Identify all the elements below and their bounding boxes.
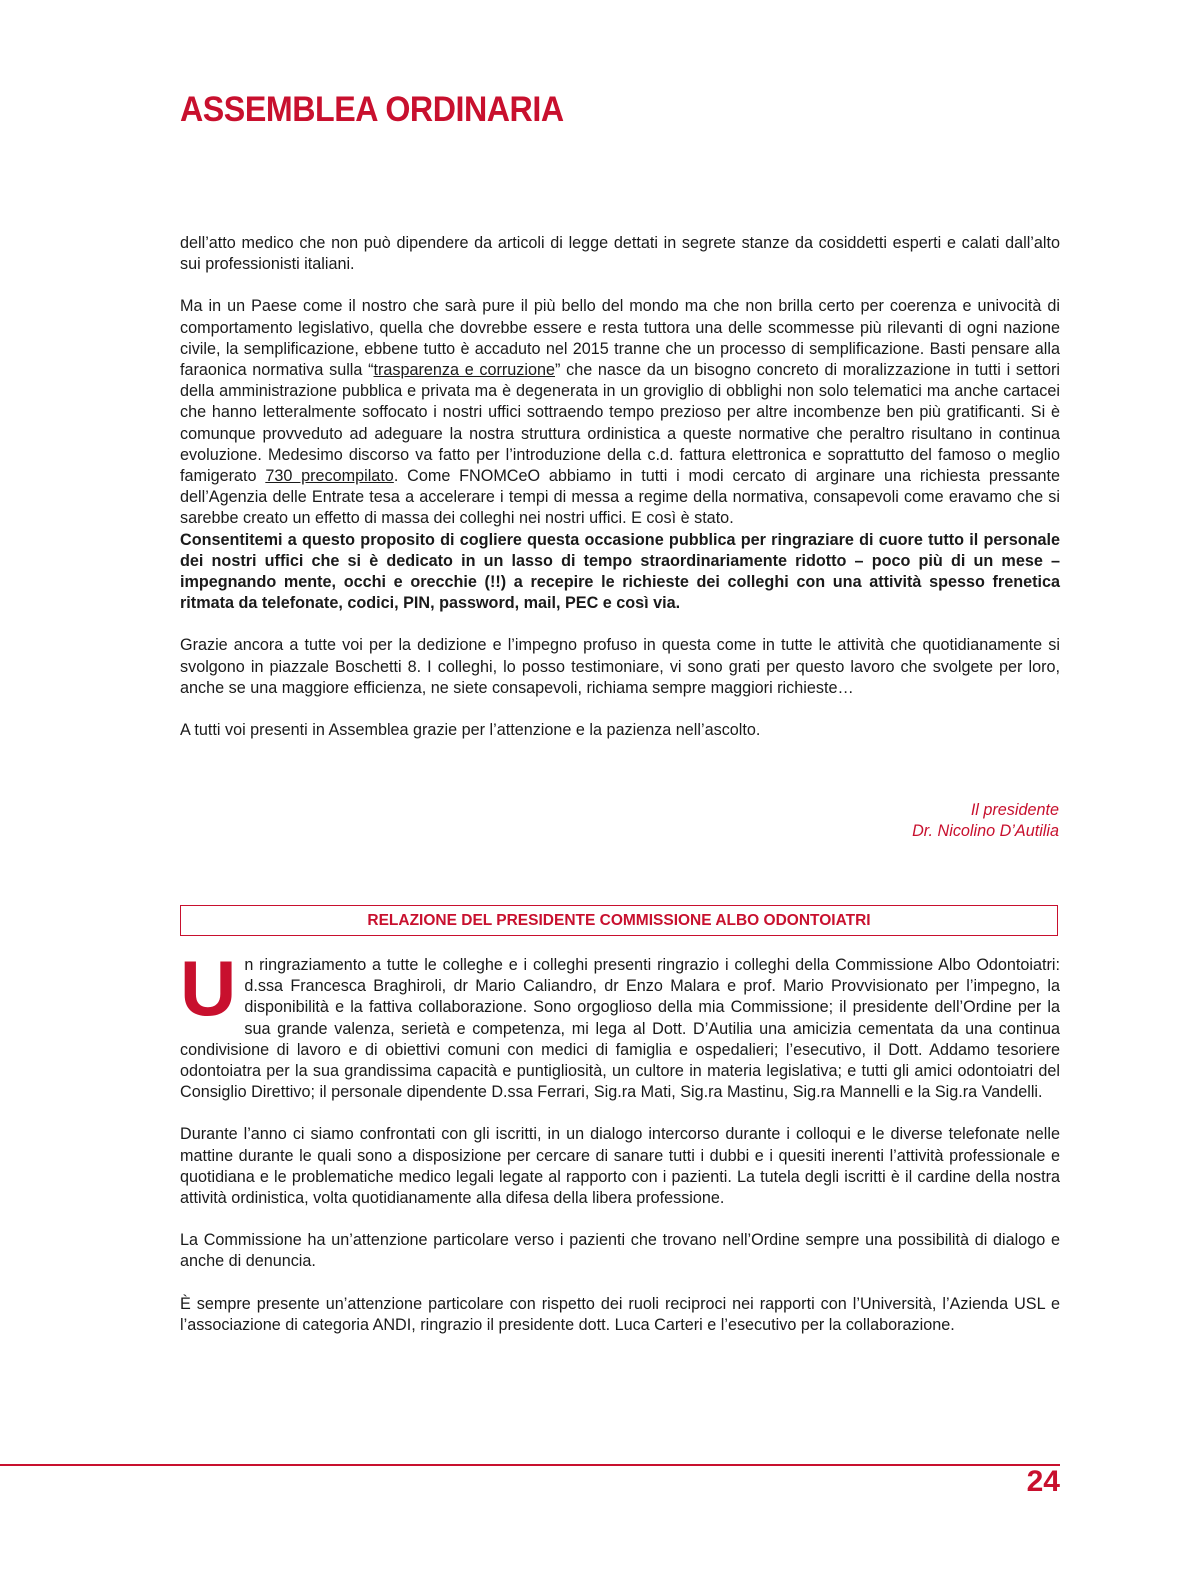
underlined-term-730: 730 precompilato	[265, 467, 394, 486]
signature-role: Il presidente	[970, 801, 1059, 819]
paragraph: Grazie ancora a tutte voi per la dedizione e l’impegno profuso in questa come in tutte le attività che quotidianamente si svolgono in piazzale Boschetti 8. I colleghi, lo posso testimoniare, vi sono grati per questo lavoro che svolgete per loro, anche se una maggiore efficienza, ne siete consapevoli, richiama sempre maggiori richieste…	[180, 636, 1060, 697]
paragraph: Un ringraziamento a tutte le colleghe e i colleghi presenti ringrazio i colleghi della Commissione Albo Odontoiatri: d.ssa Francesca Braghiroli, dr Mario Caliandro, dr Enzo Malara e prof. Mario Provvisionato per l’impegno, la disponibilità e la fattiva collaborazione. Sono orgoglioso della mia Commissione; il presidente dell’Ordine per la sua grande valenza, serietà e competenza, mi lega al Dott. D’Autilia una amicizia cementata da una continua condivisione di lavoro e di obiettivi comuni con medici di famiglia e ospedalieri; l’esecutivo, il Dott. Addamo tesoriere odontoiatra per la sua grandissima capacità e puntigliosità, un cultore in materia legislativa; e tutti gli amici odontoiatri del Consiglio Direttivo; il personale dipendente D.ssa Ferrari, Sig.ra Mati, Sig.ra Mastinu, Sig.ra Mannelli e la Sig.ra Vandelli.	[180, 944, 1060, 1102]
paragraph: A tutti voi presenti in Assemblea grazie per l’attenzione e la pazienza nell’ascolto.	[180, 721, 761, 740]
underlined-term-trasparenza: trasparenza e corruzione	[373, 361, 555, 380]
signature-name: Dr. Nicolino D’Autilia	[912, 822, 1059, 840]
drop-cap: U	[180, 944, 237, 1032]
signature-block	[912, 800, 1059, 842]
section-title: RELAZIONE DEL PRESIDENTE COMMISSIONE ALBO ODONTOIATRI	[367, 911, 871, 929]
paragraph: dell’atto medico che non può dipendere da articoli di legge dettati in segrete stanze da cosiddetti esperti e calati dall’alto sui professionisti italiani.	[180, 234, 1060, 274]
paragraph: Ma in un Paese come il nostro che sarà pure il più bello del mondo ma che non brilla certo per coerenza e univocità di comportamento legislativo, quella che dovrebbe essere e resta tuttora una delle scommesse più rilevanti di ogni nazione civile, la semplificazione, ebbene tutto è accaduto nel 2015 tranne che un processo di semplificazione. Basti pensare alla faraonica normativa sulla “trasparenza e corruzione” che nasce da un bisogno concreto di moralizzazione in tutti i settori della amministrazione pubblica e privata ma è degenerata in un groviglio di obblighi non solo telematici ma anche cartacei che hanno letteralmente soffocato i nostri uffici sottraendo tempo prezioso per altre incombenze ben più gratificanti. Si è comunque provveduto ad adeguare la nostra struttura ordinistica a queste normative che peraltro risultano in continua evoluzione. Medesimo discorso va fatto per l’introduzione della c.d. fattura elettronica e soprattutto del famoso o meglio famigerato 730 precompilato. Come FNOMCeO abbiamo in tutti i modi cercato di arginare una richiesta pressante dell’Agenzia delle Entrate tesa a accelerare i tempi di messa a regime della normativa, consapevoli come eravamo che si sarebbe creato un effetto di massa dei colleghi nei nostri uffici. E così è stato.	[180, 297, 1061, 528]
paragraph: La Commissione ha un’attenzione particolare verso i pazienti che trovano nell’Ordine sempre una possibilità di dialogo e anche di denuncia.	[180, 1231, 1060, 1271]
dental-commission-report-body	[180, 944, 1060, 1336]
page-number: 24	[1026, 1465, 1060, 1498]
paragraph: È sempre presente un’attenzione particolare con rispetto dei ruoli reciproci nei rapporti con l’Università, l’Azienda USL e l’associazione di categoria ANDI, ringrazio il presidente dott. Luca Carteri e l’esecutivo per la collaborazione.	[180, 1294, 1060, 1334]
footer-divider	[0, 1464, 1060, 1466]
bold-paragraph: Consentitemi a questo proposito di cogliere questa occasione pubblica per ringraziare di cuore tutto il personale dei nostri uffici che si è dedicato in un lasso di tempo straordinariamente ridotto – poco più di un mese – impegnando mente, occhi e orecchie (!!) a recepire le richieste dei colleghi con una attività spesso frenetica ritmata da telefonate, codici, PIN, password, mail, PEC e così via.	[180, 530, 1060, 613]
president-report-body	[180, 233, 1060, 741]
page-header-title: ASSEMBLEA ORDINARIA	[180, 90, 564, 129]
section-title-box	[180, 905, 1058, 936]
paragraph: Durante l’anno ci siamo confrontati con gli iscritti, in un dialogo intercorso durante i colloqui e le diverse telefonate nelle mattine durante le quali sono a disposizione per cercare di sanare tutti i dubbi e i quesiti inerenti l’attività professionale e quotidiana e le problematiche medico legali legate al rapporto con i pazienti. La tutela degli iscritti è il cardine della nostra attività ordinistica, volta quotidianamente alla difesa della libera professione.	[180, 1125, 1060, 1208]
